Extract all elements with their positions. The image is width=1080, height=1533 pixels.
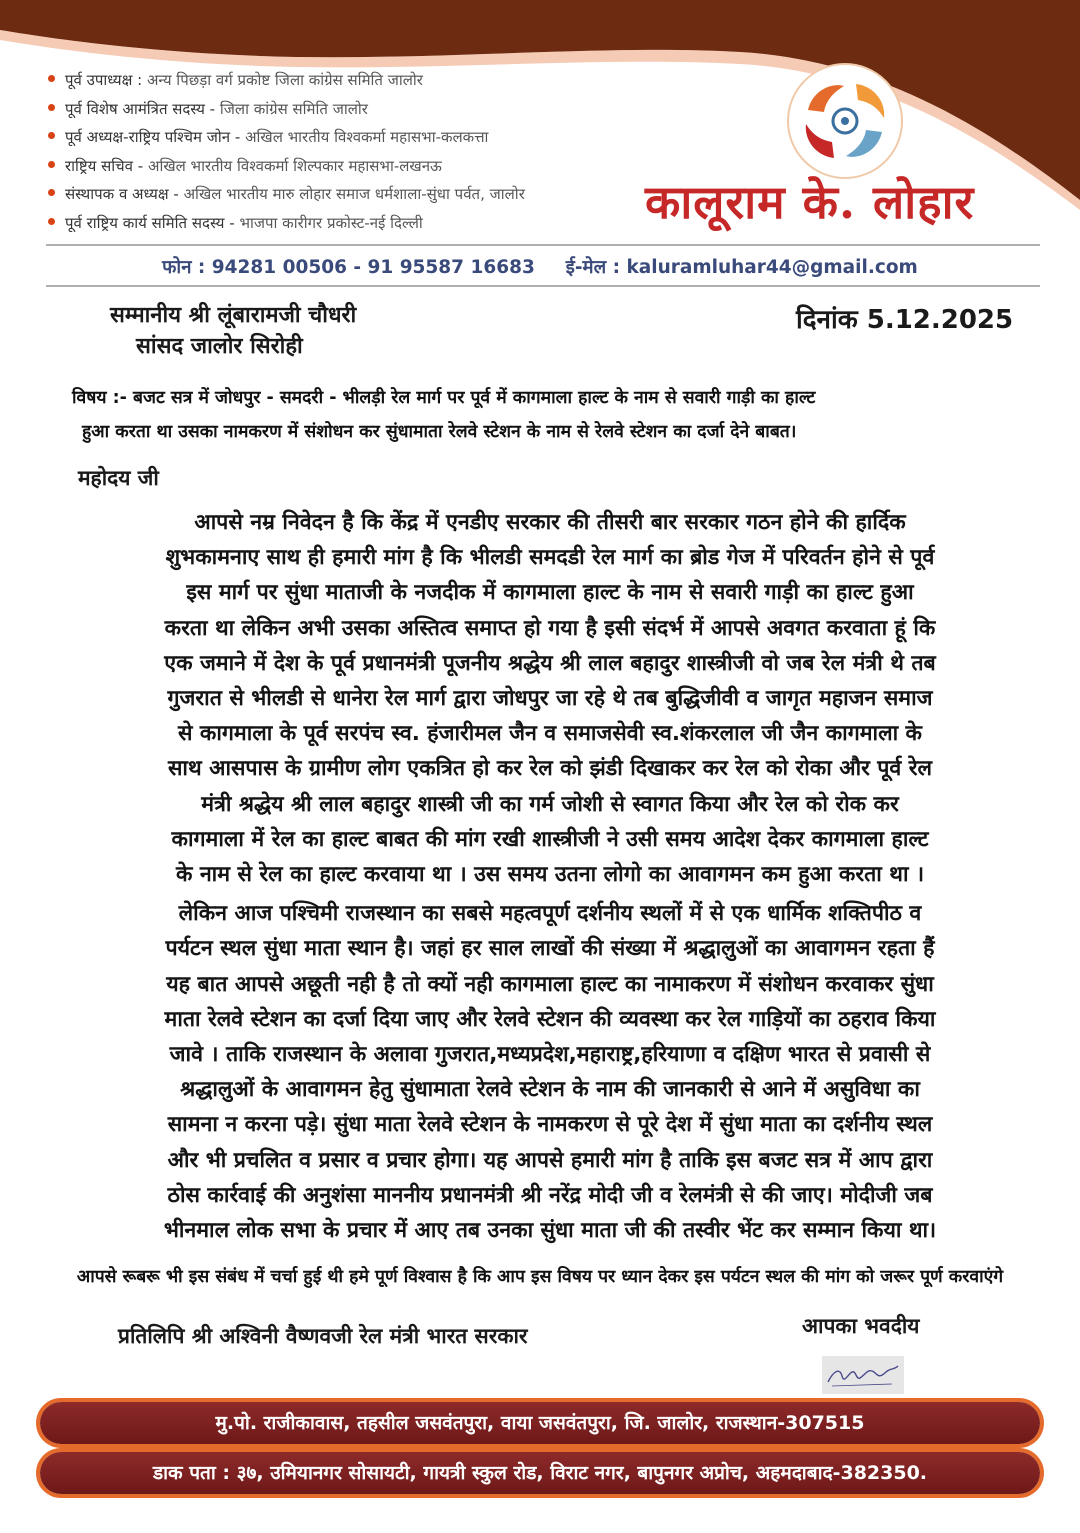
credential-item: संस्थापक व अध्यक्ष - अखिल भारतीय मारु लोहार समाज धर्मशाला-सुंधा पर्वत, जालोर <box>48 180 638 209</box>
body-line: माता रेलवे स्टेशन का दर्जा दिया जाए और रेलवे स्टेशन की व्यवस्था कर रेल गाड़ियों का ठहराव किया <box>164 1006 936 1032</box>
body-line: आपसे नम्र निवेदन है कि केंद्र में एनडीए सरकार की तीसरी बार सरकार गठन होने की हार्दिक <box>194 510 906 535</box>
letter-body <box>40 505 1060 1248</box>
signature-image <box>822 1356 904 1394</box>
body-line: सामना न करना पड़े। सुंधा माता रेलवे स्टेशन के नामकरण से पूरे देश में सुंधा माता का दर्शनीय स्थल <box>167 1112 933 1138</box>
body-line: और भी प्रचलित व प्रसार व प्रचार होगा। यह आपसे हमारी मांग है ताकि इस बजट सत्र में आप द्वारा <box>167 1147 933 1173</box>
recipient-name: सम्मानीय श्री लूंबारामजी चौधरी <box>110 303 357 328</box>
body-line: यह बात आपसे अछूती नही है तो क्यों नही कागमाला हाल्ट का नामाकरण में संशोधन करवाकर सुंधा <box>166 971 934 997</box>
body-line: साथ आसपास के ग्रामीण लोग एकत्रित हो कर रेल को झंडी दिखाकर कर रेल को रोका और पूर्व रेल <box>167 756 933 782</box>
body-line: शुभकामनाए साथ ही हमारी मांग है कि भीलडी समदडी रेल मार्ग का ब्रोड गेज में परिवर्तन होने से पूर्व <box>165 545 935 571</box>
email-label: ई-मेल : <box>565 257 620 278</box>
body-line: कागमाला में रेल का हाल्ट बाबत की मांग रखी शास्त्रीजी ने उसी समय आदेश देकर कागमाला हाल्ट <box>171 826 929 852</box>
phone-number: 94281 00506 - 91 95587 16683 <box>211 257 535 278</box>
footer-postal-address-bar: डाक पता : ३७, उमियानगर सोसायटी, गायत्री स्कुल रोड, विराट नगर, बापुनगर अप्रोच, अहमदाबाद-382350. <box>40 1452 1040 1494</box>
body-line: पर्यटन स्थल सुंधा माता स्थान है। जहां हर साल लाखों की संख्या में श्रद्धालुओं का आवागमन रहता हैं <box>165 936 935 962</box>
subject-block <box>72 381 1012 449</box>
contact-line <box>0 254 1080 279</box>
bullet-icon <box>48 132 55 139</box>
body-line: भीनमाल लोक सभा के प्रचार में आए तब उनका सुंधा माता जी की तस्वीर भेंट कर सम्मान किया था। <box>163 1218 937 1244</box>
hands-logo-icon <box>786 62 904 180</box>
valediction: आपका भवदीय <box>802 1314 920 1338</box>
bullet-icon <box>48 104 55 111</box>
body-line: ठोस कार्रवाई की अनुशंसा माननीय प्रधानमंत्री श्री नरेंद्र मोदी जी व रेलमंत्री से की जाए। मोदीजी जब <box>167 1182 933 1208</box>
credential-item: पूर्व अध्यक्ष-राष्ट्रिय पश्चिम जोन - अखिल भारतीय विश्वकर्मा महासभा-कलकत्ता <box>48 123 638 152</box>
closing-line: आपसे रूबरू भी इस संबंध में चर्चा हुई थी हमे पूर्ण विश्वास है कि आप इस विषय पर ध्यान देकर इस पर्यटन स्थल की मांग को जरूर पूर्ण करवाएंगे <box>76 1267 1004 1287</box>
credential-item: पूर्व राष्ट्रिय कार्य समिति सदस्य - भाजपा कारीगर प्रकोस्ट-नई दिल्ली <box>48 209 638 238</box>
letter-date: दिनांक 5.12.2025 <box>796 305 1014 335</box>
recipient-block <box>110 300 530 362</box>
copy-to: प्रतिलिपि श्री अश्विनी वैष्णवजी रेल मंत्री भारत सरकार <box>118 1324 528 1348</box>
body-line: एक जमाने में देश के पूर्व प्रधानमंत्री पूजनीय श्रद्धेय श्री लाल बहादुर शास्त्रीजी वो जब रेल मंत्री थे तब <box>164 650 936 676</box>
credential-item: राष्ट्रिय सचिव - अखिल भारतीय विश्वकर्मा शिल्पकार महासभा-लखनऊ <box>48 152 638 181</box>
contact-divider <box>46 285 1040 287</box>
body-line: मंत्री श्रद्धेय श्री लाल बहादुर शास्त्री जी का गर्म जोशी से स्वागत किया और रेल को रोक कर <box>201 791 899 817</box>
header-divider <box>46 244 1040 246</box>
subject-line: विषय :- बजट सत्र में जोधपुर - समदरी - भीलड़ी रेल मार्ग पर पूर्व में कागमाला हाल्ट के नाम से सवारी गाड़ी का हाल्ट <box>72 388 816 408</box>
body-line: से कागमाला के पूर्व सरपंच स्व. हंजारीमल जैन व समाजसेवी स्व.शंकरलाल जी जैन कागमाला के <box>178 721 922 747</box>
subject-line: हुआ करता था उसका नामकरण में संशोधन कर सुंधामाता रेलवे स्टेशन के नाम से रेलवे स्टेशन का दर्जा देने बाबत। <box>82 422 797 442</box>
credential-item: पूर्व उपाध्यक्ष : अन्य पिछड़ा वर्ग प्रकोष्ट जिला कांग्रेस समिति जालोर <box>48 66 638 95</box>
body-line: जावे । ताकि राजस्थान के अलावा गुजरात,मध्यप्रदेश,महाराष्ट्र,हरियाणा व दक्षिण भारत से प्रवासी से <box>169 1042 931 1068</box>
bullet-icon <box>48 161 55 168</box>
footer-address-bar: मु.पो. राजीकावास, तहसील जसवंतपुरा, वाया जसवंतपुरा, जि. जालोर, राजस्थान-307515 <box>40 1402 1040 1444</box>
phone-label: फोन : <box>162 257 206 278</box>
bullet-icon <box>48 218 55 225</box>
body-line: इस मार्ग पर सुंधा माताजी के नजदीक में कागमाला हाल्ट के नाम से सवारी गाड़ी का हाल्ट हुआ <box>186 580 914 606</box>
recipient-title: सांसद जालोर सिरोही <box>136 334 303 359</box>
body-line: गुजरात से भीलडी से धानेरा रेल मार्ग द्वारा जोधपुर जा रहे थे तब बुद्धिजीवी व जागृत महाजन समाज <box>167 686 933 712</box>
salutation: महोदय जी <box>78 466 159 490</box>
body-line: के नाम से रेल का हाल्ट करवाया था । उस समय उतना लोगो का आवागमन कम हुआ करता था । <box>175 862 925 888</box>
body-line: करता था लेकिन अभी उसका अस्तित्व समाप्त हो गया है इसी संदर्भ में आपसे अवगत करवाता हूं कि <box>164 615 936 641</box>
body-line: श्रद्धालुओं के आवागमन हेतु सुंधामाता रेलवे स्टेशन के नाम की जानकारी से आने में असुविधा का <box>180 1077 920 1103</box>
email-address: kaluramluhar44@gmail.com <box>626 257 918 278</box>
bullet-icon <box>48 75 55 82</box>
credential-item: पूर्व विशेष आमंत्रित सदस्य - जिला कांग्रेस समिति जालोर <box>48 95 638 124</box>
credentials-list <box>48 66 638 237</box>
bullet-icon <box>48 189 55 196</box>
body-line: लेकिन आज पश्चिमी राजस्थान का सबसे महत्वपूर्ण दर्शनीय स्थलों में से एक धार्मिक शक्तिपीठ व <box>178 901 922 927</box>
sender-name: कालूराम के. लोहार <box>645 175 975 229</box>
